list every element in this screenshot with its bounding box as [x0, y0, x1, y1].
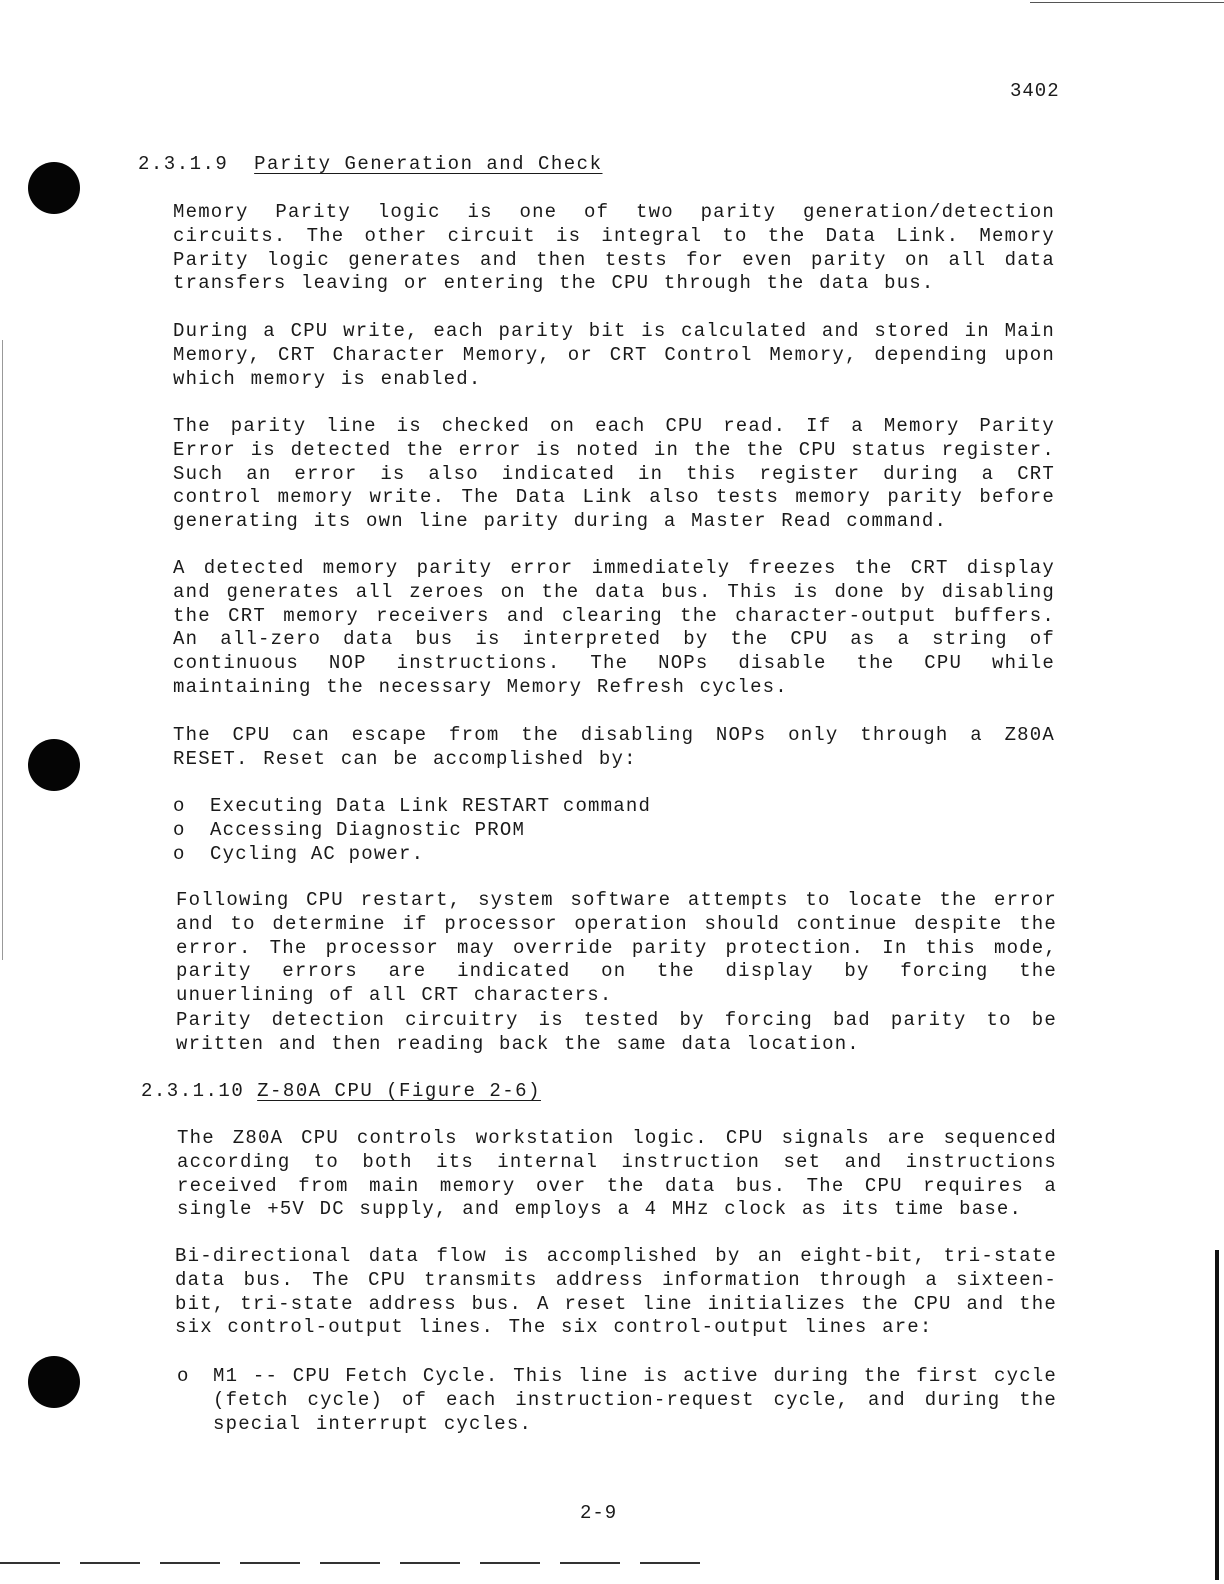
bullet-marker: o: [173, 819, 186, 841]
scan-edge-right: [1215, 1250, 1219, 1580]
paragraph: Following CPU restart, system software attempts to locate the error and to determine if processor operation should continue despite the error. The processor may override parity protection. In this mode, parity errors are indicated on the display by forcing the unuerlining of all CRT characters.: [176, 889, 1057, 1007]
section-title: Parity Generation and Check: [254, 153, 603, 175]
page-number: 3402: [1010, 80, 1060, 102]
scan-edge-bottom: [0, 1562, 720, 1564]
scan-edge-top: [1030, 2, 1224, 3]
paragraph: The parity line is checked on each CPU read. If a Memory Parity Error is detected the error is noted in the the CPU status register. Such an error is also indicated in this register during a CRT control memory write. The Data Link also tests memory parity before generating its own line parity during a Master Read command.: [173, 415, 1055, 533]
paragraph: Memory Parity logic is one of two parity generation/detection circuits. The other circuit is integral to the Data Link. Memory Parity logic generates and then tests for even parity on all data transfers leaving or entering the CPU through the data bus.: [173, 201, 1055, 295]
section-number: 2.3.1.9: [138, 153, 229, 175]
section-title: Z-80A CPU (Figure 2-6): [257, 1080, 541, 1102]
list-item-text: Executing Data Link RESTART command: [210, 795, 652, 817]
paragraph: The CPU can escape from the disabling NOPs only through a Z80A RESET. Reset can be accomplished by:: [173, 724, 1055, 770]
bullet-marker: o: [177, 1365, 190, 1387]
list-item: [173, 818, 1055, 842]
section-heading-cpu: [141, 1080, 541, 1102]
section-number: 2.3.1.10: [141, 1080, 245, 1102]
list-item: [173, 842, 1055, 866]
paragraph: Bi-directional data flow is accomplished by an eight-bit, tri-state data bus. The CPU transmits address information through a sixteen-bit, tri-state address bus. A reset line initializes the CPU and the six control-output lines. The six control-output lines are:: [175, 1245, 1057, 1339]
paragraph: During a CPU write, each parity bit is calculated and stored in Main Memory, CRT Character Memory, or CRT Control Memory, depending upon which memory is enabled.: [173, 320, 1055, 390]
list-item-text: Cycling AC power.: [210, 843, 425, 865]
bullet-marker: o: [173, 843, 186, 865]
scan-edge-left: [2, 340, 3, 960]
paragraph: A detected memory parity error immediately freezes the CRT display and generates all zeroes on the data bus. This is done by disabling the CRT memory receivers and clearing the character-output buffers. An all-zero data bus is interpreted by the CPU as a string of continuous NOP instructions. The NOPs disable the CPU while maintaining the necessary Memory Refresh cycles.: [173, 557, 1055, 698]
section-heading-parity: [138, 153, 603, 175]
punch-hole-middle: [28, 739, 80, 791]
control-line-description: M1 -- CPU Fetch Cycle. This line is active during the first cycle (fetch cycle) of each instruction-request cycle, and during the special interrupt cycles.: [213, 1365, 1057, 1435]
footer-page-number: 2-9: [580, 1502, 618, 1524]
reset-methods-list: [173, 794, 1055, 866]
control-line-item: [177, 1364, 1057, 1436]
bullet-marker: o: [173, 795, 186, 817]
punch-hole-top: [28, 162, 80, 214]
list-item: [173, 794, 1055, 818]
paragraph: Parity detection circuitry is tested by forcing bad parity to be written and then reading back the same data location.: [176, 1009, 1057, 1055]
punch-hole-bottom: [28, 1356, 80, 1408]
list-item-text: Accessing Diagnostic PROM: [210, 819, 526, 841]
paragraph: The Z80A CPU controls workstation logic. CPU signals are sequenced according to both its internal instruction set and instructions received from main memory over the data bus. The CPU requires a single +5V DC supply, and employs a 4 MHz clock as its time base.: [177, 1127, 1057, 1221]
